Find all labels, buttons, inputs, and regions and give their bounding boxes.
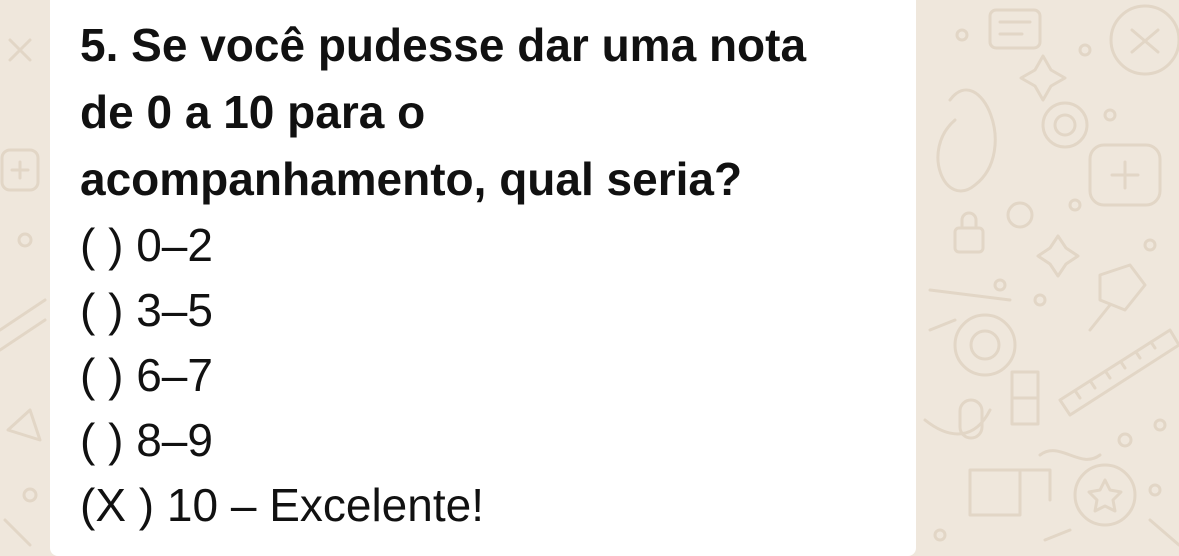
question-line: de 0 a 10 para o — [80, 86, 426, 138]
camera-lens-doodle — [955, 315, 1015, 375]
option-10-selected: (X ) 10 – Excelente! — [80, 479, 484, 531]
option-8-9: ( ) 8–9 — [80, 414, 213, 466]
answer-options — [80, 213, 886, 538]
puzzle-doodle — [970, 470, 1020, 515]
squiggle-doodle — [938, 90, 995, 191]
question-line: acompanhamento, qual seria? — [80, 153, 743, 205]
option-0-2: ( ) 0–2 — [80, 219, 213, 271]
ruler-doodle — [1060, 330, 1179, 415]
sparkle-doodle — [1021, 56, 1065, 100]
question-line: 5. Se você pudesse dar uma nota — [80, 19, 807, 71]
note-doodle — [990, 10, 1040, 48]
pin-doodle — [1100, 265, 1145, 310]
asterisk-doodle — [10, 40, 30, 60]
message-bubble[interactable] — [50, 0, 916, 556]
star-badge-doodle — [1075, 465, 1135, 525]
question-text — [80, 12, 886, 213]
option-3-5: ( ) 3–5 — [80, 284, 213, 336]
option-6-7: ( ) 6–7 — [80, 349, 213, 401]
lock-doodle — [955, 228, 983, 252]
